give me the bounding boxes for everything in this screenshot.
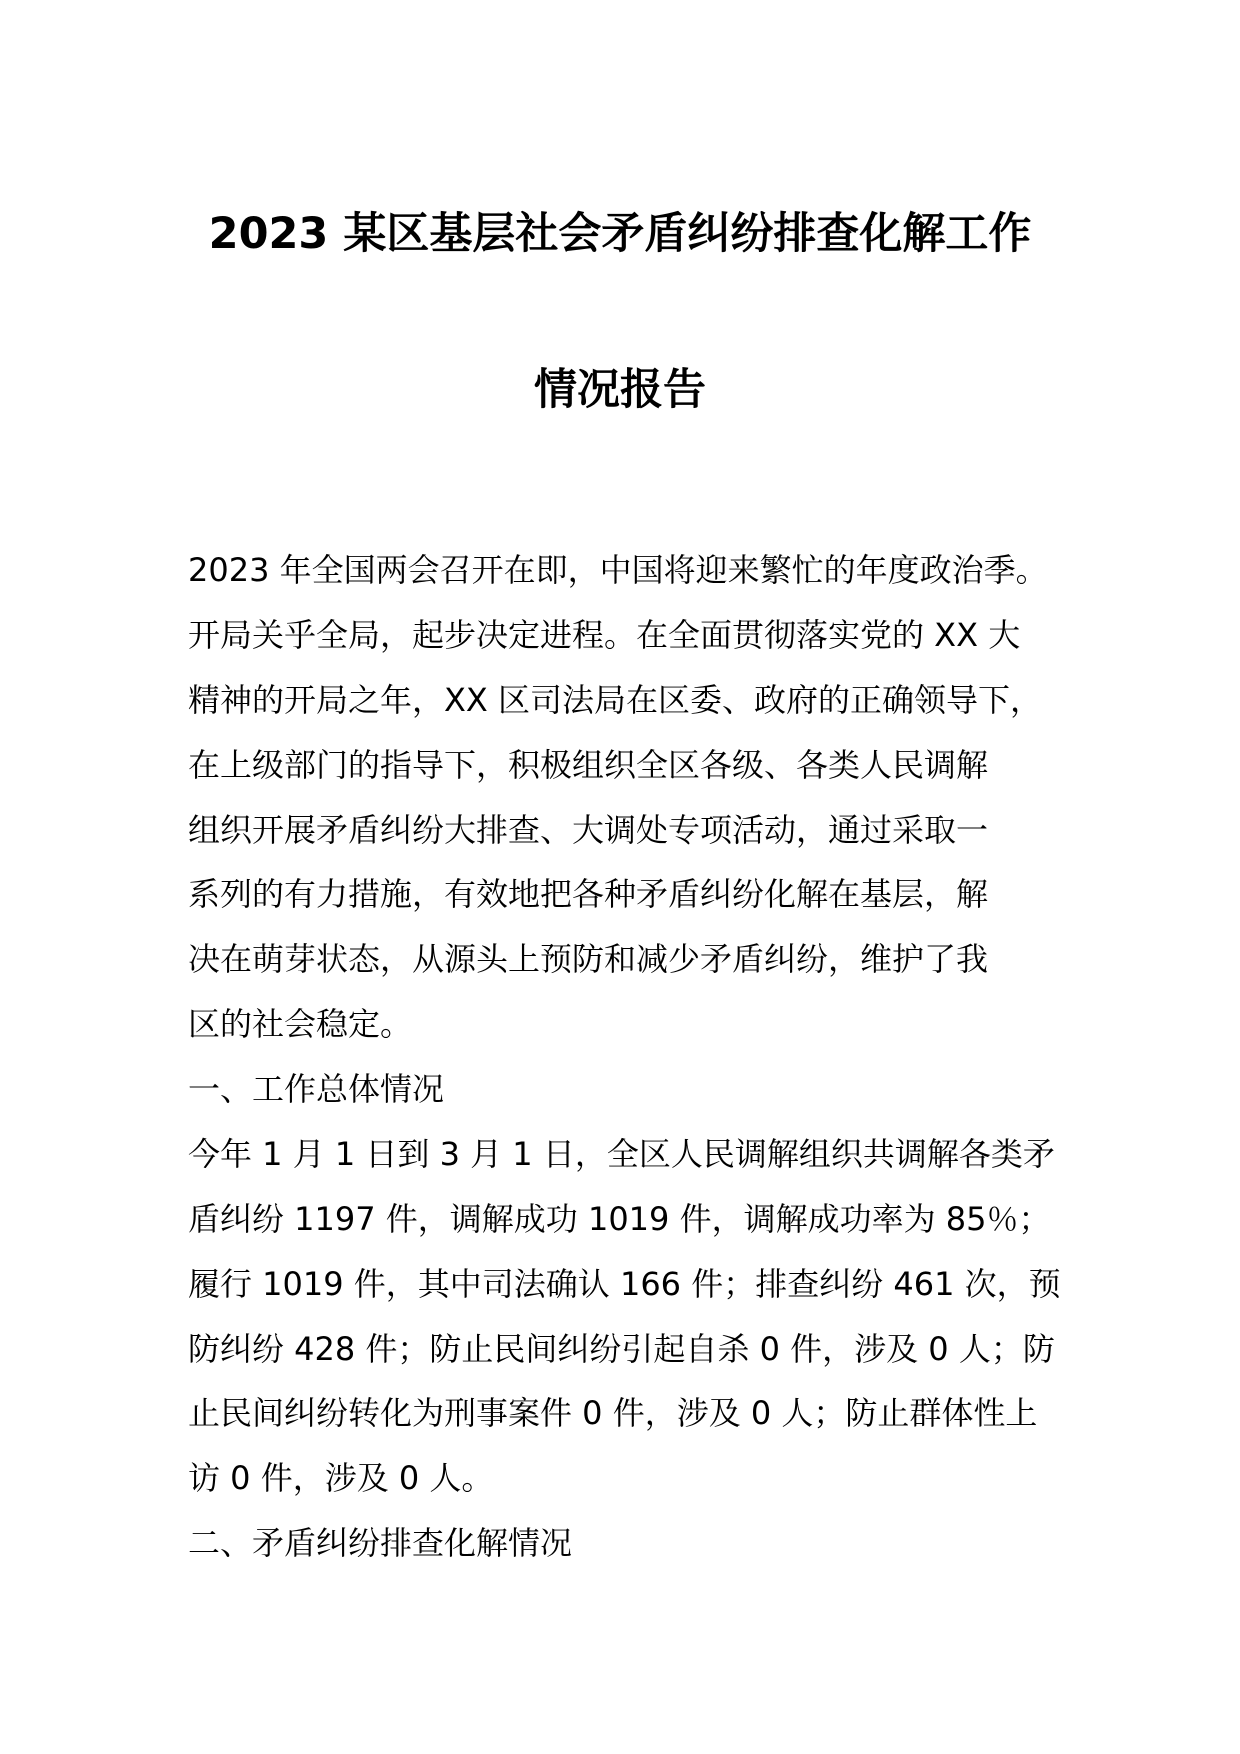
- body-line: 区的社会稳定。: [188, 1005, 413, 1043]
- body-line: 今年 1 月 1 日到 3 月 1 日，全区人民调解组织共调解各类矛: [188, 1135, 1055, 1173]
- body-line: 盾纠纷 1197 件，调解成功 1019 件，调解成功率为 85％；: [188, 1200, 1051, 1238]
- body-line: 履行 1019 件，其中司法确认 166 件；排查纠纷 461 次，预: [188, 1265, 1061, 1303]
- document-title-line-2: 情况报告: [534, 365, 706, 415]
- body-line: 决在萌芽状态，从源头上预防和减少矛盾纠纷，维护了我: [188, 940, 989, 978]
- body-line: 系列的有力措施，有效地把各种矛盾纠纷化解在基层，解: [188, 875, 989, 913]
- body-line: 组织开展矛盾纠纷大排查、大调处专项活动，通过采取一: [188, 811, 989, 849]
- body-line: 在上级部门的指导下，积极组织全区各级、各类人民调解: [188, 746, 989, 784]
- section-heading: 二、矛盾纠纷排查化解情况: [188, 1524, 573, 1562]
- document-title-line-1: 2023 某区基层社会矛盾纠纷排查化解工作: [208, 209, 1032, 259]
- body-line: 2023 年全国两会召开在即，中国将迎来繁忙的年度政治季。: [188, 551, 1048, 589]
- body-line: 止民间纠纷转化为刑事案件 0 件，涉及 0 人；防止群体性上: [188, 1394, 1038, 1432]
- section-heading: 一、工作总体情况: [188, 1070, 445, 1108]
- body-line: 防纠纷 428 件；防止民间纠纷引起自杀 0 件，涉及 0 人；防: [188, 1330, 1055, 1368]
- body-line: 访 0 件，涉及 0 人。: [188, 1459, 494, 1497]
- body-line: 开局关乎全局，起步决定进程。在全面贯彻落实党的 XX 大: [188, 616, 1021, 654]
- body-line: 精神的开局之年，XX 区司法局在区委、政府的正确领导下，: [188, 681, 1043, 719]
